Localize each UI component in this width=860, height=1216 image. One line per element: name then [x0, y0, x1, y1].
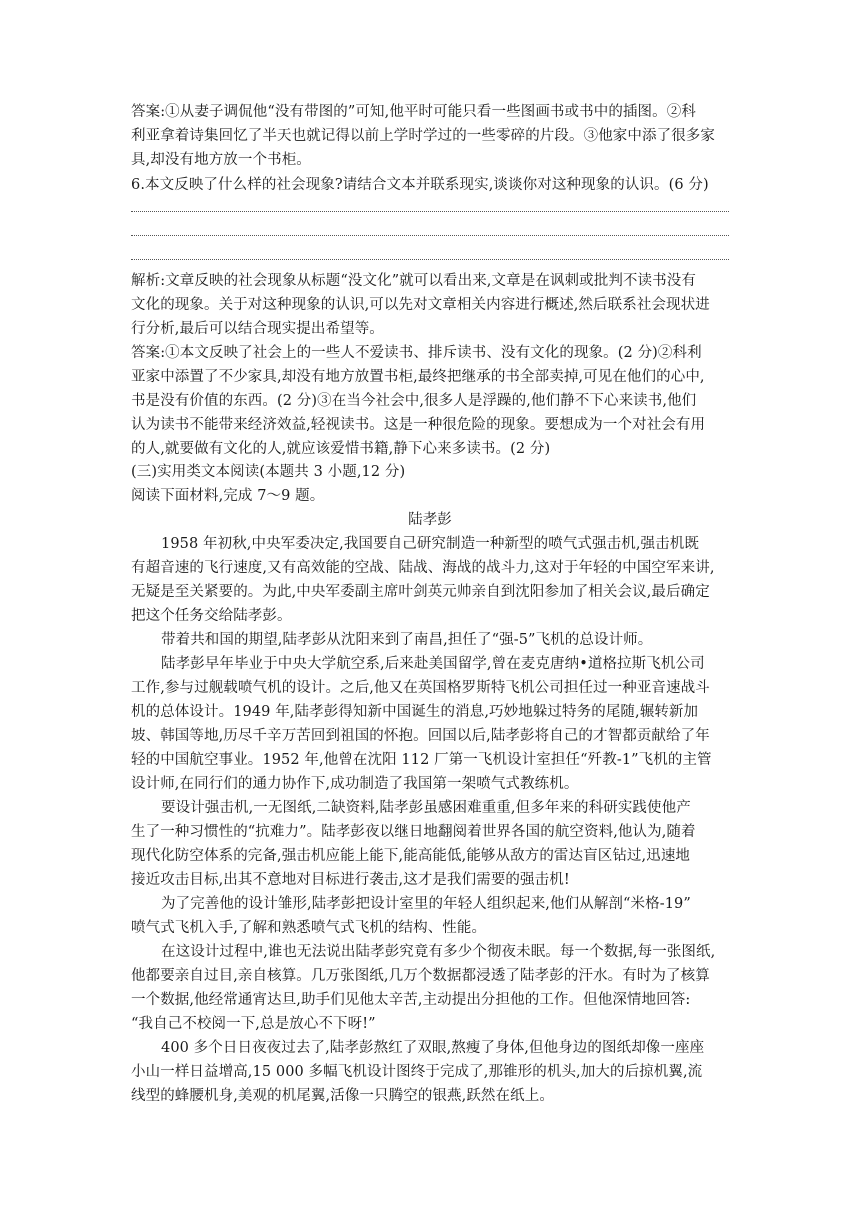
q6-analysis-line-3: 行分析,最后可以结合现实提出希望等。 — [131, 321, 384, 337]
q6-answer-line-1: 答案:①本文反映了社会上的一些人不爱读书、排斥读书、没有文化的现象。(2 分)②科利 — [131, 345, 702, 361]
article-line: 设计师,在同行们的通力协作下,成功制造了我国第一架喷气式教练机。 — [131, 776, 579, 792]
article-line: 线型的蜂腰机身,美观的机尾翼,活像一只腾空的银燕,跃然在纸上。 — [131, 1088, 554, 1104]
q6-analysis-line-1: 解析:文章反映的社会现象从标题“没文化”就可以看出来,文章是在讽刺或批判不读书没有 — [131, 273, 696, 289]
q5-answer-line-3: 具,却没有地方放一个书柜。 — [131, 152, 311, 168]
q6-answer-line-4: 认为读书不能带来经济效益,轻视读书。这是一种很危险的现象。要想成为一个对社会有用 — [131, 417, 706, 433]
article-line: 400 多个日日夜夜过去了,陆孝彭熬红了双眼,熬瘦了身体,但他身边的图纸却像一座座 — [161, 1040, 705, 1056]
answer-blank-line — [131, 211, 729, 212]
q6-question: 6.本文反映了什么样的社会现象?请结合文本并联系现实,谈谈你对这种现象的认识。(6 分) — [131, 177, 709, 193]
article-line: 在这设计过程中,谁也无法说出陆孝彭究竟有多少个彻夜未眠。每一个数据,每一张图纸, — [161, 944, 716, 960]
article-line: 机的总体设计。1949 年,陆孝彭得知新中国诞生的消息,巧妙地躲过特务的尾随,辗转新加 — [131, 704, 699, 720]
article-title: 陆孝彭 — [408, 512, 452, 528]
article-line: 把这个任务交给陆孝彭。 — [131, 608, 292, 624]
answer-blank-line — [131, 235, 729, 236]
section3-heading: (三)实用类文本阅读(本题共 3 小题,12 分) — [131, 464, 406, 480]
article-line: 喷气式飞机入手,了解和熟悉喷气式飞机的结构、性能。 — [131, 920, 487, 936]
q5-answer-line-1: 答案:①从妻子调侃他“没有带图的”可知,他平时可能只看一些图画书或书中的插图。②科 — [131, 104, 696, 120]
q6-answer-line-5: 的人,就要做有文化的人,就应该爱惜书籍,静下心来多读书。(2 分) — [131, 441, 551, 457]
article-line: 坡、韩国等地,历尽千辛万苦回到祖国的怀抱。回国以后,陆孝彭将自己的才智都贡献给了年 — [131, 728, 710, 744]
article-line: 现代化防空体系的完备,强击机应能上能下,能高能低,能够从敌方的雷达盲区钻过,迅速地 — [131, 848, 691, 864]
q5-answer-line-2: 利亚拿着诗集回忆了半天也就记得以前上学时学过的一些零碎的片段。③他家中添了很多家 — [131, 128, 715, 144]
q6-analysis-line-2: 文化的现象。关于对这种现象的认识,可以先对文章相关内容进行概述,然后联系社会现状进 — [131, 297, 710, 313]
article-line: 轻的中国航空事业。1952 年,他曾在沈阳 112 厂第一飞机设计室担任“歼教-1”飞机的主管 — [131, 752, 712, 768]
article-line: 小山一样日益增高,15 000 多幅飞机设计图终于完成了,那锥形的机头,加大的后掠机翼,流 — [131, 1064, 703, 1080]
article-line: 工作,参与过舰载喷气机的设计。之后,他又在英国格罗斯特飞机公司担任过一种亚音速战斗 — [131, 680, 710, 696]
article-line: 有超音速的飞行速度,又有高效能的空战、陆战、海战的战斗力,这对于年轻的中国空军来讲, — [131, 560, 715, 576]
article-line: 带着共和国的期望,陆孝彭从沈阳来到了南昌,担任了“强-5”飞机的总设计师。 — [161, 632, 653, 648]
article-line: 一个数据,他经常通宵达旦,助手们见他太辛苦,主动提出分担他的工作。但他深情地回答: — [131, 992, 691, 1008]
article-line: 1958 年初秋,中央军委决定,我国要自己研究制造一种新型的喷气式强击机,强击机既 — [161, 536, 699, 552]
q6-answer-line-2: 亚家中添置了不少家具,却没有地方放置书柜,最终把继承的书全部卖掉,可见在他们的心中, — [131, 369, 705, 385]
answer-blank-line — [131, 259, 729, 260]
article-line: 接近攻击目标,出其不意地对目标进行袭击,这才是我们需要的强击机! — [131, 872, 570, 888]
article-line: “我自己不校阅一下,总是放心不下呀!” — [131, 1016, 376, 1032]
article-line: 为了完善他的设计雏形,陆孝彭把设计室里的年轻人组织起来,他们从解剖“米格-19” — [161, 896, 691, 912]
article-line: 他都要亲自过目,亲自核算。几万张图纸,几万个数据都浸透了陆孝彭的汗水。有时为了核算 — [131, 968, 710, 984]
article-line: 要设计强击机,一无图纸,二缺资料,陆孝彭虽感困难重重,但多年来的科研实践使他产 — [161, 800, 691, 816]
article-line: 无疑是至关紧要的。为此,中央军委副主席叶剑英元帅亲自到沈阳参加了相关会议,最后确定 — [131, 584, 710, 600]
article-line: 陆孝彭早年毕业于中央大学航空系,后来赴美国留学,曾在麦克唐纳•道格拉斯飞机公司 — [161, 656, 705, 672]
section3-instruction: 阅读下面材料,完成 7～9 题。 — [131, 488, 325, 504]
article-line: 生了一种习惯性的“抗难力”。陆孝彭夜以继日地翻阅着世界各国的航空资料,他认为,随着 — [131, 824, 696, 840]
q6-answer-line-3: 书是没有价值的东西。(2 分)③在当今社会中,很多人是浮躁的,他们静不下心来读书,他们 — [131, 393, 697, 409]
